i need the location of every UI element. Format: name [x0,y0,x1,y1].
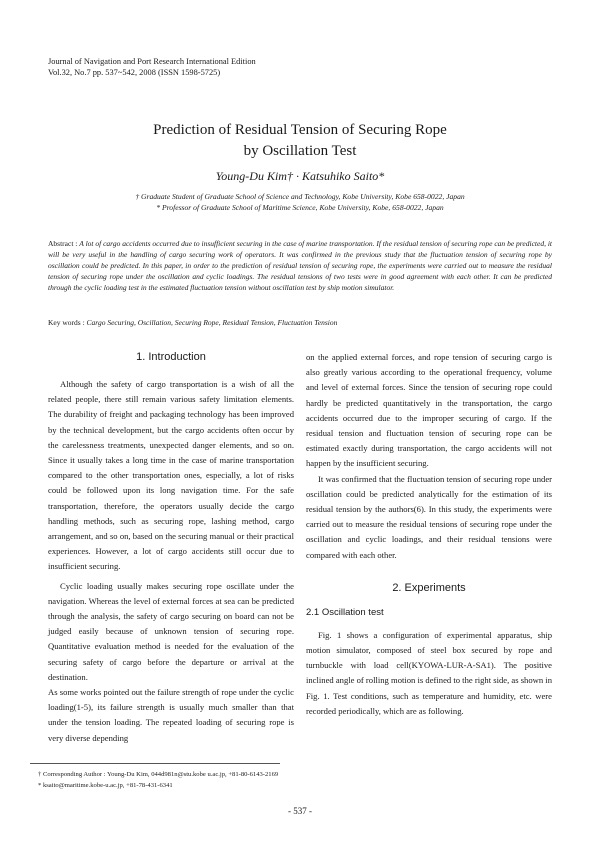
abstract-text: A lot of cargo accidents occurred due to insufficient securing in the case of marine transportation. If the residual tension of securing rope can be predicted, it will be very useful in the handling of cargo securing work of operators. It was confirmed in the previous study that the fluctuation tension of securing rope by oscillation could be predicted. In this paper, in order to the prediction of residual tension of securing rope, the experiments were carried out to measure the residual tension of securing rope under the oscillation and cyclic loadings. The residual tensions of two tests were in good agreement with each other. It can be predicted through the cyclic loading test in the estimated fluctuation tension without oscillation test by ship motion simulator. [48,239,552,292]
left-column [48,350,294,746]
section-heading-experiments: 2. Experiments [392,581,466,594]
section-heading-introduction: 1. Introduction [136,351,206,363]
affiliation-1: † Graduate Student of Graduate School of Science and Technology, Kobe University, Kobe 658-0022, Japan [135,192,465,201]
paragraph: on the applied external forces, and rope tension of securing cargo is also greatly various according to the operational frequency, volume and level of external forces. Since the tension of securing rope could hardly be predicted quantitatively in the transportation, the cargo accidents occurred due to the improper securing of cargo. If the residual tension and fluctuation tension of securing rope can be estimated exactly during transportation, the cargo accidents will not happen by the insufficient securing. [306,352,552,469]
title-line-1: Prediction of Residual Tension of Securing Rope [153,122,447,138]
journal-header [48,56,256,78]
keywords-text: Cargo Securing, Oscillation, Securing Rope, Residual Tension, Fluctuation Tension [86,318,338,327]
page-number: - 537 - [288,806,312,816]
paragraph: Although the safety of cargo transportation is a wish of all the related people, there still remain various safety limitation elements. The durability of freight and packaging technology has been improved by the technical development, but the cargo accidents often occur by the carelessness treatments, unexpected danger elements, and so on. Since it usually takes a long time in the case of marine transportation compared to the other transportation ones, especially, a lot of risks could be followed upon its long navigation time. For the safe transportation, therefore, the operators usually decide the cargo handling methods, such as securing rope, lashing method, cargo arrangement, and so on, based on the securing manual or their practical experiences. However, a lot of cargo accidents still occur due to insufficient securing. [48,379,294,572]
abstract-label: Abstract : [48,239,80,248]
journal-volume: Vol.32, No.7 pp. 537~542, 2008 (ISSN 1598-5725) [48,68,221,77]
footnote-1: † Corresponding Author : Young-Du Kim, 044d981n@stu.kobe u.ac.jp, +81-80-6143-2169 [38,771,279,778]
subsection-heading: 2.1 Oscillation test [306,606,384,618]
affiliation-2: * Professor of Graduate School of Maritime Science, Kobe University, Kobe, 658-0022, Japan [156,203,444,212]
footnote-2: * ksaito@maritime.kobe-u.ac.jp, +81-78-431-6341 [38,782,173,789]
footnote-rule [30,763,280,764]
paragraph: Cyclic loading usually makes securing rope oscillate under the navigation. Whereas the level of external forces at sea can be predicted through the analysis, the safety of cargo securing on board can not be judged easily because of unknown tension of securing rope. Quantitative evaluation method is needed for the evaluation of the securing safety of cargo before the departure or arrival at the destination. [48,580,294,682]
paragraph: As some works pointed out the failure strength of rope under the cyclic loading(1-5), its failure strength is usually much smaller than that under the tension loading. The repeated loading of securing rope is very diverse depending [48,687,294,743]
title-line-2: by Oscillation Test [243,143,357,159]
paper-title [0,120,600,162]
right-column [306,350,552,719]
keywords [48,318,552,327]
footnotes [38,769,278,791]
paragraph: It was confirmed that the fluctuation tension of securing rope under oscillation could be predicted analytically for the estimation of its residual tension by the authors(6). In this study, the experiments were carried out to measure the residual tensions of securing rope under the oscillation and cyclic loadings, and their residual tensions were compared with each other. [306,473,552,560]
keywords-label: Key words : [48,318,87,327]
paragraph: Fig. 1 shows a configuration of experimental apparatus, ship motion simulator, composed of steel box secured by rope and turnbuckle with load cell(KYOWA-LUR-A-SA1). The positive inclined angle of rolling motion is defined to the right side, as shown in Fig. 1. Test conditions, such as temperature and humidity, etc. were recorded periodically, which are as following. [306,629,552,716]
authors: Young-Du Kim† · Katsuhiko Saito* [215,169,385,183]
abstract [48,238,552,293]
affiliations [0,191,600,213]
journal-name: Journal of Navigation and Port Research International Edition [48,57,256,66]
